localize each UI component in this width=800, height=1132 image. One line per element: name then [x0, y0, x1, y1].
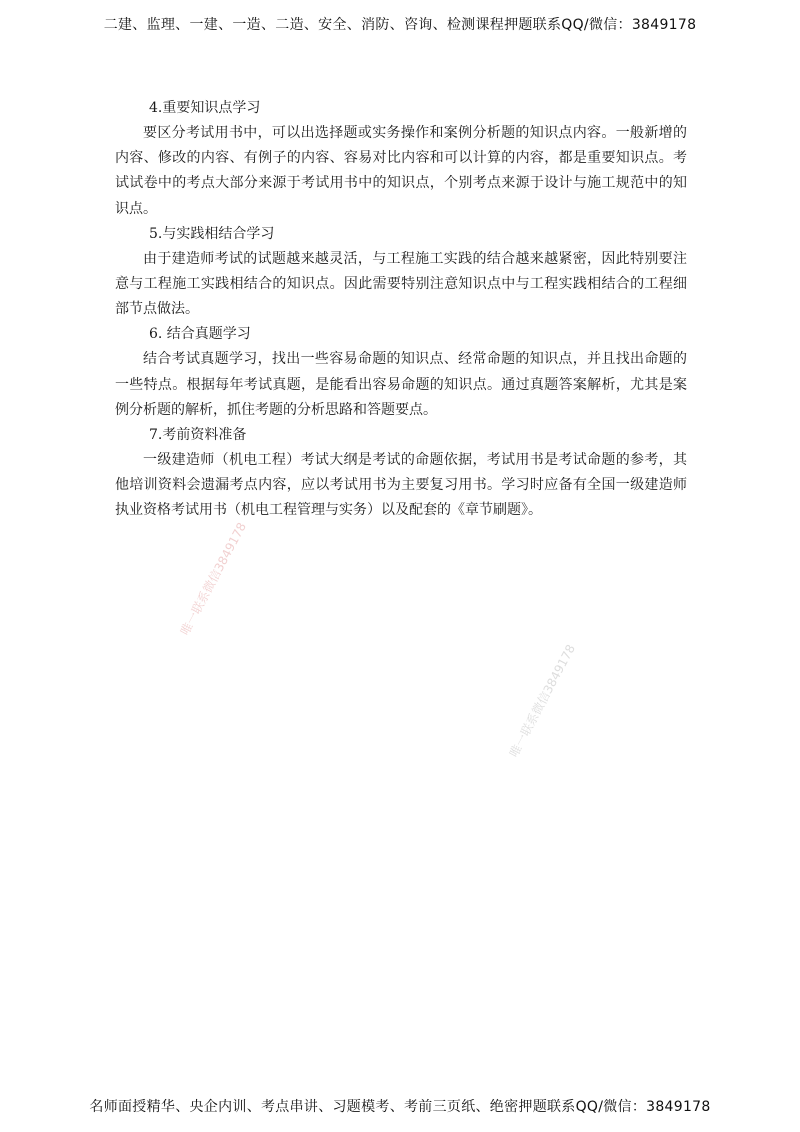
- section-heading: 7.考前资料准备: [149, 427, 247, 444]
- section-paragraph: 结合考试真题学习，找出一些容易命题的知识点、经常命题的知识点，并且找出命题的一些特点。根据每年考试真题，是能看出容易命题的知识点。通过真题答案解析，尤其是案例分析题的解析，抓住考题的分析思路和答题要点。: [115, 351, 687, 418]
- section-practice-study: [115, 222, 687, 323]
- section-past-exams: [115, 322, 687, 423]
- watermark-right: 唯一联系微信3849178: [506, 642, 579, 760]
- section-heading: 5.与实践相结合学习: [149, 225, 275, 242]
- watermark-left: 唯一联系微信3849178: [177, 520, 250, 638]
- section-exam-materials: [115, 423, 687, 524]
- section-important-knowledge: [115, 96, 687, 222]
- document-body: [115, 96, 687, 524]
- section-paragraph: 由于建造师考试的试题越来越灵活，与工程施工实践的结合越来越紧密，因此特别要注意与工程施工实践相结合的知识点。因此需要特别注意知识点中与工程实践相结合的工程细部节点做法。: [115, 250, 687, 318]
- section-heading: 6. 结合真题学习: [149, 326, 251, 343]
- header-banner: 二建、监理、一建、一造、二造、安全、消防、咨询、检测课程押题联系QQ/微信：3849178: [103, 17, 697, 33]
- section-paragraph: 要区分考试用书中，可以出选择题或实务操作和案例分析题的知识点内容。一般新增的内容、修改的内容、有例子的内容、容易对比内容和可以计算的内容，都是重要知识点。考试试卷中的考点大部分来源于考试用书中的知识点，个别考点来源于设计与施工规范中的知识点。: [115, 125, 687, 217]
- section-paragraph: 一级建造师（机电工程）考试大纲是考试的命题依据，考试用书是考试命题的参考，其他培训资料会遗漏考点内容，应以考试用书为主要复习用书。学习时应备有全国一级建造师执业资格考试用书（机电工程管理与实务）以及配套的《章节刷题》。: [115, 452, 687, 519]
- footer-banner: 名师面授精华、央企内训、考点串讲、习题模考、考前三页纸、绝密押题联系QQ/微信：3849178: [89, 1099, 711, 1115]
- section-heading: 4.重要知识点学习: [149, 100, 261, 116]
